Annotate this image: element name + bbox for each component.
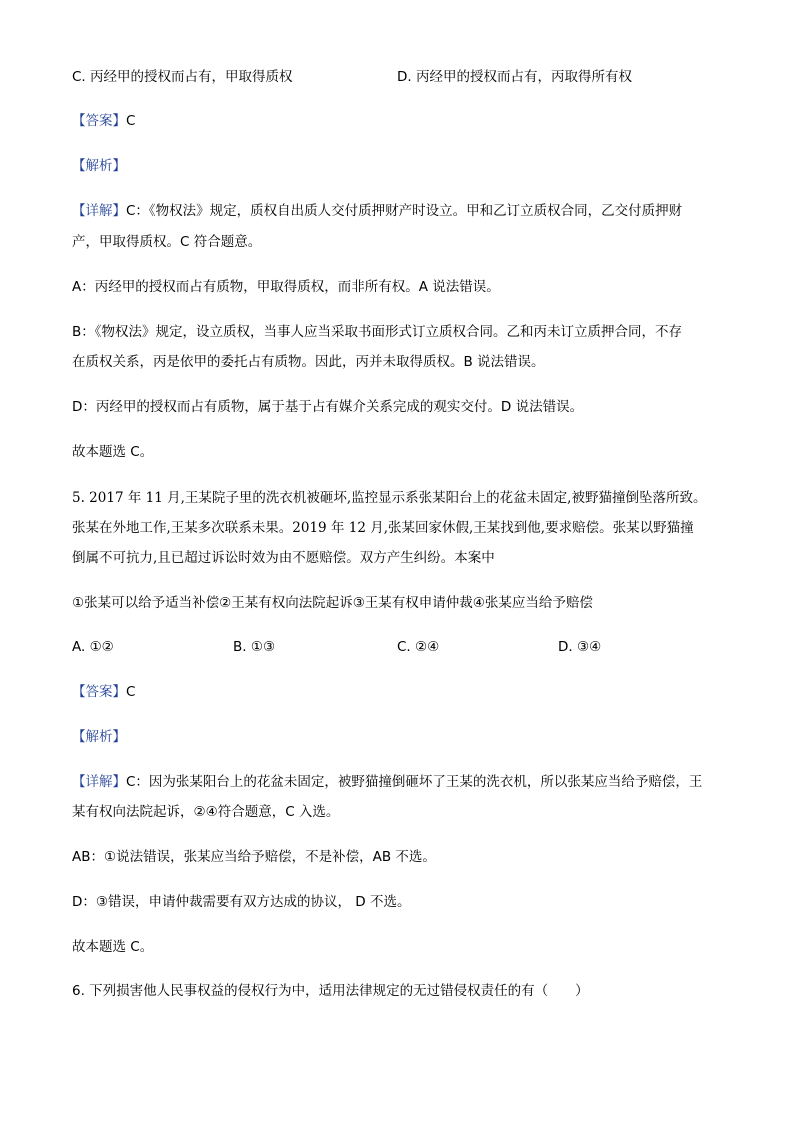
q5-stem-line-1: 5. 2017 年 11 月,王某院子里的洗衣机被砸坏,监控显示系张某阳台上的花盆未固定,被野猫撞倒坠落所致。 — [72, 490, 707, 506]
detail-text: C：《物权法》规定，质权自出质人交付质押财产时设立。甲和乙订立质权合同，乙交付质押财 — [126, 203, 683, 219]
q5-detail-line-2: 某有权向法院起诉，②④符合题意，C 入选。 — [72, 804, 340, 820]
q6-stem: 6. 下列损害他人民事权益的侵权行为中，适用法律规定的无过错侵权责任的有（ ） — [72, 983, 589, 999]
q4-explain-b-line-1: B：《物权法》规定，设立质权，当事人应当采取书面形式订立质权合同。乙和丙未订立质押合同，不存 — [72, 324, 683, 340]
q5-stem-line-2: 张某在外地工作,王某多次联系未果。2019 年 12 月,张某回家休假,王某找到他,要求赔偿。张某以野猫撞 — [72, 520, 694, 536]
q5-statements: ①张某可以给予适当补偿②王某有权向法院起诉③王某有权申请仲裁④张某应当给予赔偿 — [72, 595, 593, 611]
q4-detail-line-1 — [72, 201, 682, 221]
detail-tag: 【详解】 — [72, 203, 126, 219]
q5-explain-ab: AB：①说法错误，张某应当给予赔偿，不是补偿，AB 不选。 — [72, 849, 436, 865]
detail-tag: 【详解】 — [72, 774, 126, 790]
q5-explain-d: D：③错误，申请仲裁需要有双方达成的协议， D 不选。 — [72, 894, 411, 910]
answer-value: C — [126, 113, 136, 129]
q4-option-c: C. 丙经甲的授权而占有，甲取得质权 — [72, 69, 293, 85]
q5-option-b: B. ①③ — [233, 639, 276, 655]
answer-value: C — [126, 684, 136, 700]
q5-conclusion: 故本题选 C。 — [72, 939, 154, 955]
answer-tag: 【答案】 — [72, 684, 126, 700]
q5-option-a: A. ①② — [72, 639, 114, 655]
q5-analysis-tag: 【解析】 — [72, 729, 126, 745]
q4-explain-d: D：丙经甲的授权而占有质物，属于基于占有媒介关系完成的观实交付。D 说法错误。 — [72, 399, 584, 415]
q4-detail-line-2: 产，甲取得质权。C 符合题意。 — [72, 234, 262, 250]
q4-explain-a: A：丙经甲的授权而占有质物，甲取得质权，而非所有权。A 说法错误。 — [72, 279, 500, 295]
q5-answer — [72, 682, 135, 702]
q5-option-d: D. ③④ — [558, 639, 602, 655]
q4-explain-b-line-2: 在质权关系，丙是依甲的委托占有质物。因此，丙并未取得质权。B 说法错误。 — [72, 354, 545, 370]
q5-option-c: C. ②④ — [397, 639, 440, 655]
detail-text: C：因为张某阳台上的花盆未固定，被野猫撞倒砸坏了王某的洗衣机，所以张某应当给予赔偿，王 — [126, 774, 703, 790]
q5-detail-line-1 — [72, 772, 702, 792]
q4-analysis-tag: 【解析】 — [72, 158, 126, 174]
q4-conclusion: 故本题选 C。 — [72, 444, 154, 460]
q5-stem-line-3: 倒属不可抗力,且已超过诉讼时效为由不愿赔偿。双方产生纠纷。本案中 — [72, 550, 495, 566]
q4-answer — [72, 111, 135, 131]
answer-tag: 【答案】 — [72, 113, 126, 129]
q4-option-d: D. 丙经甲的授权而占有，丙取得所有权 — [397, 69, 632, 85]
